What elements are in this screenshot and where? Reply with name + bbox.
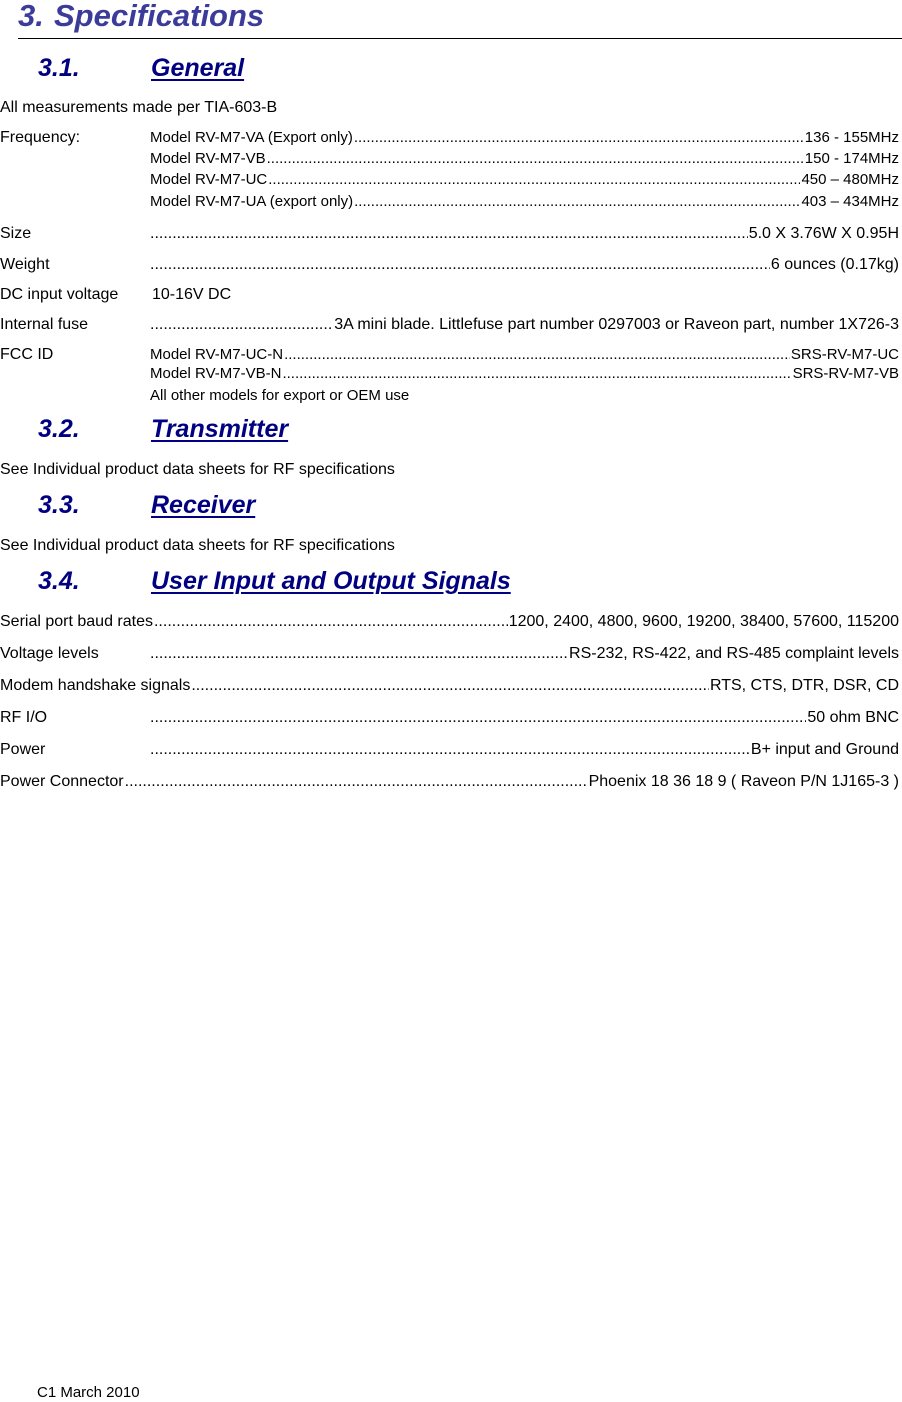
frequency-range: 450 – 480MHz bbox=[801, 171, 899, 188]
frequency-range: 136 - 155MHz bbox=[804, 129, 899, 146]
section-heading-receiver bbox=[38, 489, 255, 521]
footer-revision: C1 March 2010 bbox=[37, 1384, 140, 1401]
handshake-value: RTS, CTS, DTR, DSR, CD bbox=[709, 677, 899, 694]
section-number: 3.2. bbox=[38, 415, 80, 443]
size-row bbox=[0, 224, 899, 244]
size-value: 5.0 X 3.76W X 0.95H bbox=[748, 225, 899, 242]
fcc-row-2 bbox=[0, 365, 899, 383]
handshake-label: Modem handshake signals bbox=[0, 677, 191, 694]
connector-row bbox=[0, 772, 899, 792]
fcc-note: All other models for export or OEM use bbox=[150, 387, 410, 404]
fcc-label: FCC ID bbox=[0, 346, 54, 363]
fcc-row-1 bbox=[0, 345, 899, 365]
model-name: Model RV-M7-VB-N bbox=[150, 365, 282, 382]
fuse-label: Internal fuse bbox=[0, 316, 89, 333]
frequency-row-1 bbox=[0, 128, 899, 148]
section-title: Receiver bbox=[151, 491, 256, 519]
dc-input-label: DC input voltage bbox=[0, 286, 119, 303]
section-heading-transmitter bbox=[38, 413, 288, 445]
section-heading-io bbox=[38, 565, 511, 597]
voltage-row bbox=[0, 644, 899, 664]
power-value: B+ input and Ground bbox=[750, 741, 899, 758]
model-name: Model RV-M7-VB bbox=[150, 150, 266, 167]
heading-title: Specifications bbox=[54, 0, 265, 33]
section-title: General bbox=[151, 54, 245, 82]
frequency-row-4 bbox=[0, 193, 899, 211]
weight-row bbox=[0, 255, 899, 275]
fcc-id-value: SRS-RV-M7-UC bbox=[790, 346, 899, 363]
section-title: User Input and Output Signals bbox=[151, 567, 511, 595]
rfio-row bbox=[0, 708, 899, 728]
frequency-row-2 bbox=[0, 150, 899, 168]
heading-number: 3. bbox=[18, 0, 44, 33]
section-number: 3.1. bbox=[38, 54, 80, 82]
model-name: Model RV-M7-UC bbox=[150, 171, 268, 188]
weight-value: 6 ounces (0.17kg) bbox=[770, 256, 899, 273]
page-title bbox=[18, 0, 902, 39]
section-heading-general bbox=[38, 52, 244, 84]
voltage-label: Voltage levels bbox=[0, 645, 99, 662]
measurements-note: All measurements made per TIA-603-B bbox=[0, 99, 278, 116]
power-label: Power bbox=[0, 741, 46, 758]
connector-label: Power Connector bbox=[0, 773, 124, 790]
rfio-label: RF I/O bbox=[0, 709, 48, 726]
frequency-range: 150 - 174MHz bbox=[804, 150, 899, 167]
dc-input-row bbox=[0, 285, 899, 305]
fuse-row bbox=[0, 315, 899, 335]
power-row bbox=[0, 740, 899, 760]
transmitter-note: See Individual product data sheets for RF specifications bbox=[0, 461, 395, 478]
section-title: Transmitter bbox=[151, 415, 289, 443]
baud-label: Serial port baud rates bbox=[0, 613, 153, 630]
section-number: 3.3. bbox=[38, 491, 80, 519]
baud-value: 1200, 2400, 4800, 9600, 19200, 38400, 57600, 115200 bbox=[508, 613, 899, 630]
receiver-note: See Individual product data sheets for RF specifications bbox=[0, 537, 395, 554]
fcc-id-value: SRS-RV-M7-VB bbox=[792, 365, 899, 382]
model-name: Model RV-M7-VA (Export only) bbox=[150, 129, 353, 146]
rfio-value: 50 ohm BNC bbox=[807, 709, 899, 726]
frequency-row-3 bbox=[0, 171, 899, 189]
baud-row bbox=[0, 612, 899, 632]
fuse-value: 3A mini blade. Littlefuse part number 0297003 or Raveon part, number 1X726-3 bbox=[334, 316, 899, 333]
size-label: Size bbox=[0, 225, 32, 242]
connector-value: Phoenix 18 36 18 9 ( Raveon P/N 1J165-3 ) bbox=[588, 773, 899, 790]
dc-input-value: 10-16V DC bbox=[152, 286, 232, 303]
fcc-note-row bbox=[0, 387, 899, 405]
frequency-label: Frequency: bbox=[0, 129, 81, 146]
weight-label: Weight bbox=[0, 256, 50, 273]
voltage-value: RS-232, RS-422, and RS-485 complaint levels bbox=[569, 645, 899, 662]
section-number: 3.4. bbox=[38, 567, 80, 595]
frequency-range: 403 – 434MHz bbox=[801, 193, 899, 210]
model-name: Model RV-M7-UC-N bbox=[150, 346, 284, 363]
model-name: Model RV-M7-UA (export only) bbox=[150, 193, 354, 210]
handshake-row bbox=[0, 676, 899, 696]
